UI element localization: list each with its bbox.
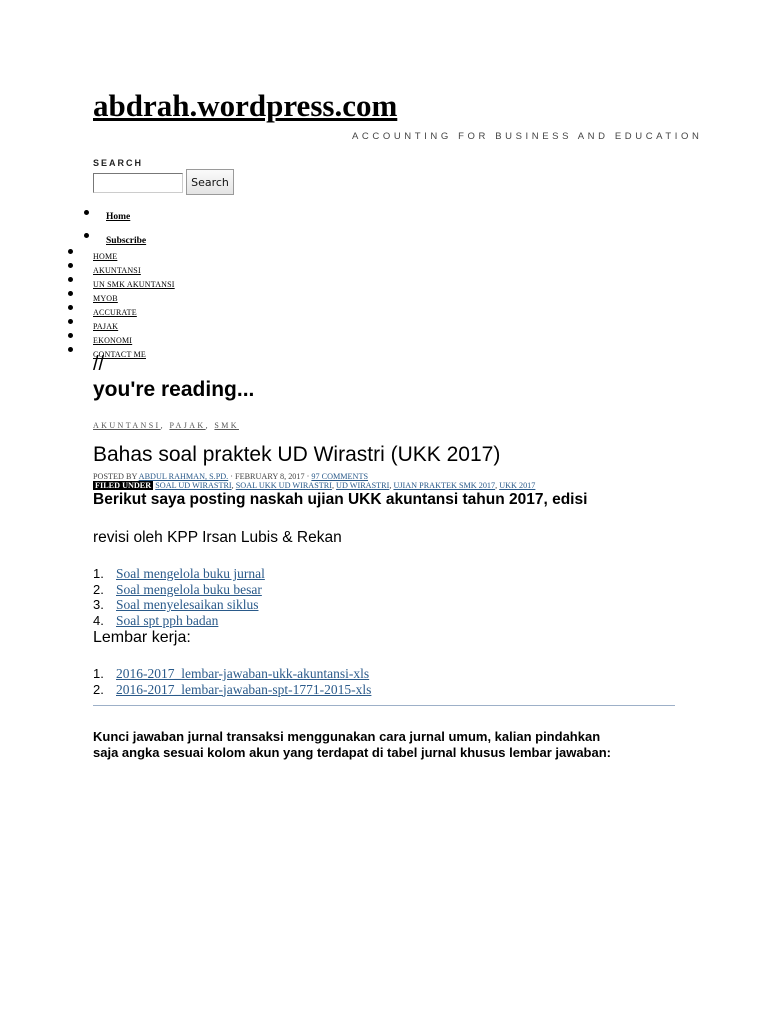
bullet-icon [68, 305, 73, 310]
bullet-icon [68, 319, 73, 324]
bullet-icon [68, 277, 73, 282]
list-number: 4. [93, 612, 104, 628]
nav-link[interactable]: Home [106, 212, 131, 222]
bullet-icon [68, 249, 73, 254]
bullet-icon [68, 333, 73, 338]
category-link[interactable]: CONTACT ME [93, 350, 146, 359]
tag-link[interactable]: SOAL UKK UD WIRASTRI [235, 481, 332, 490]
tag-link[interactable]: SOAL UD WIRASTRI [155, 481, 232, 490]
list-item [93, 682, 371, 698]
post-date: · FEBRUARY 8, 2017 · [230, 472, 310, 481]
post-meta [93, 472, 368, 481]
post-title: Bahas soal praktek UD Wirastri (UKK 2017) [93, 443, 501, 466]
list-item [93, 613, 265, 629]
list-item [93, 566, 265, 582]
lembar-heading: Lembar kerja: [93, 629, 191, 646]
list-number: 3. [93, 597, 104, 612]
divider [93, 705, 675, 706]
post-intro-line2: revisi oleh KPP Irsan Lubis & Rekan [93, 529, 342, 546]
tag-link[interactable]: UKK 2017 [499, 481, 536, 490]
comments-link[interactable]: 97 COMMENTS [311, 472, 369, 481]
soal-link[interactable]: Soal mengelola buku besar [116, 581, 262, 597]
nav-link[interactable]: Subscribe [106, 236, 147, 246]
list-number: 2. [93, 681, 104, 697]
reading-slashes: // [93, 353, 105, 375]
category-link[interactable]: ACCURATE [93, 308, 137, 317]
bullet-icon [68, 263, 73, 268]
filed-under-label: FILED UNDER [95, 481, 152, 490]
posted-by-label: POSTED BY [93, 472, 138, 481]
tag-link[interactable]: UD WIRASTRI [336, 481, 390, 490]
author-link[interactable]: ABDUL RAHMAN, S.PD. [138, 472, 229, 481]
tag-link[interactable]: UJIAN PRAKTEK SMK 2017 [393, 481, 496, 490]
list-number: 1. [93, 666, 104, 681]
post-category-link[interactable]: SMK [214, 421, 239, 430]
post-category-link[interactable]: AKUNTANSI [93, 421, 161, 430]
kunci-line1: Kunci jawaban jurnal transaksi menggunakan cara jurnal umum, kalian pindahkan [93, 729, 601, 744]
reading-heading: you're reading... [93, 378, 255, 401]
soal-link[interactable]: Soal menyelesaikan siklus [116, 597, 259, 612]
bullet-icon [68, 347, 73, 352]
search-button[interactable]: Search [186, 169, 234, 195]
kunci-line2: saja angka sesuai kolom akun yang terdapat di tabel jurnal khusus lembar jawaban: [93, 745, 612, 760]
list-number: 2. [93, 581, 104, 597]
search-label: SEARCH [93, 158, 144, 168]
bullet-icon [68, 291, 73, 296]
list-number: 1. [93, 566, 104, 581]
soal-link[interactable]: Soal spt pph badan [116, 612, 219, 628]
category-link[interactable]: MYOB [93, 294, 118, 303]
site-title[interactable]: abdrah.wordpress.com [93, 88, 398, 123]
bullet-icon [84, 210, 89, 215]
list-item [93, 597, 265, 613]
kunci-paragraph [93, 729, 693, 761]
list-item [93, 582, 265, 598]
category-link[interactable]: UN SMK AKUNTANSI [93, 280, 175, 289]
list-item [93, 666, 371, 682]
category-link[interactable]: EKONOMI [93, 336, 133, 345]
lembar-link[interactable]: 2016-2017_lembar-jawaban-ukk-akuntansi-xls [116, 666, 370, 681]
post-intro-line1: Berikut saya posting naskah ujian UKK akuntansi tahun 2017, edisi [93, 491, 588, 508]
filed-under: FILED UNDER SOAL UD WIRASTRI, SOAL UKK UD WIRASTRI, UD WIRASTRI, UJIAN PRAKTEK SMK 2017, UKK 2017 [95, 481, 536, 490]
category-link[interactable]: HOME [93, 252, 118, 261]
category-link[interactable]: AKUNTANSI [93, 266, 141, 275]
post-category-link[interactable]: PAJAK [169, 421, 206, 430]
post-categories: AKUNTANSI, PAJAK, SMK [93, 421, 239, 430]
lembar-link[interactable]: 2016-2017_lembar-jawaban-spt-1771-2015-xls [116, 681, 372, 697]
lembar-list [93, 666, 371, 697]
nav-item-home[interactable] [106, 206, 130, 224]
soal-list [93, 566, 265, 628]
bullet-icon [84, 233, 89, 238]
category-link[interactable]: PAJAK [93, 322, 119, 331]
site-tagline: ACCOUNTING FOR BUSINESS AND EDUCATION [352, 131, 703, 142]
search-input[interactable] [93, 173, 183, 193]
soal-link[interactable]: Soal mengelola buku jurnal [116, 566, 265, 581]
